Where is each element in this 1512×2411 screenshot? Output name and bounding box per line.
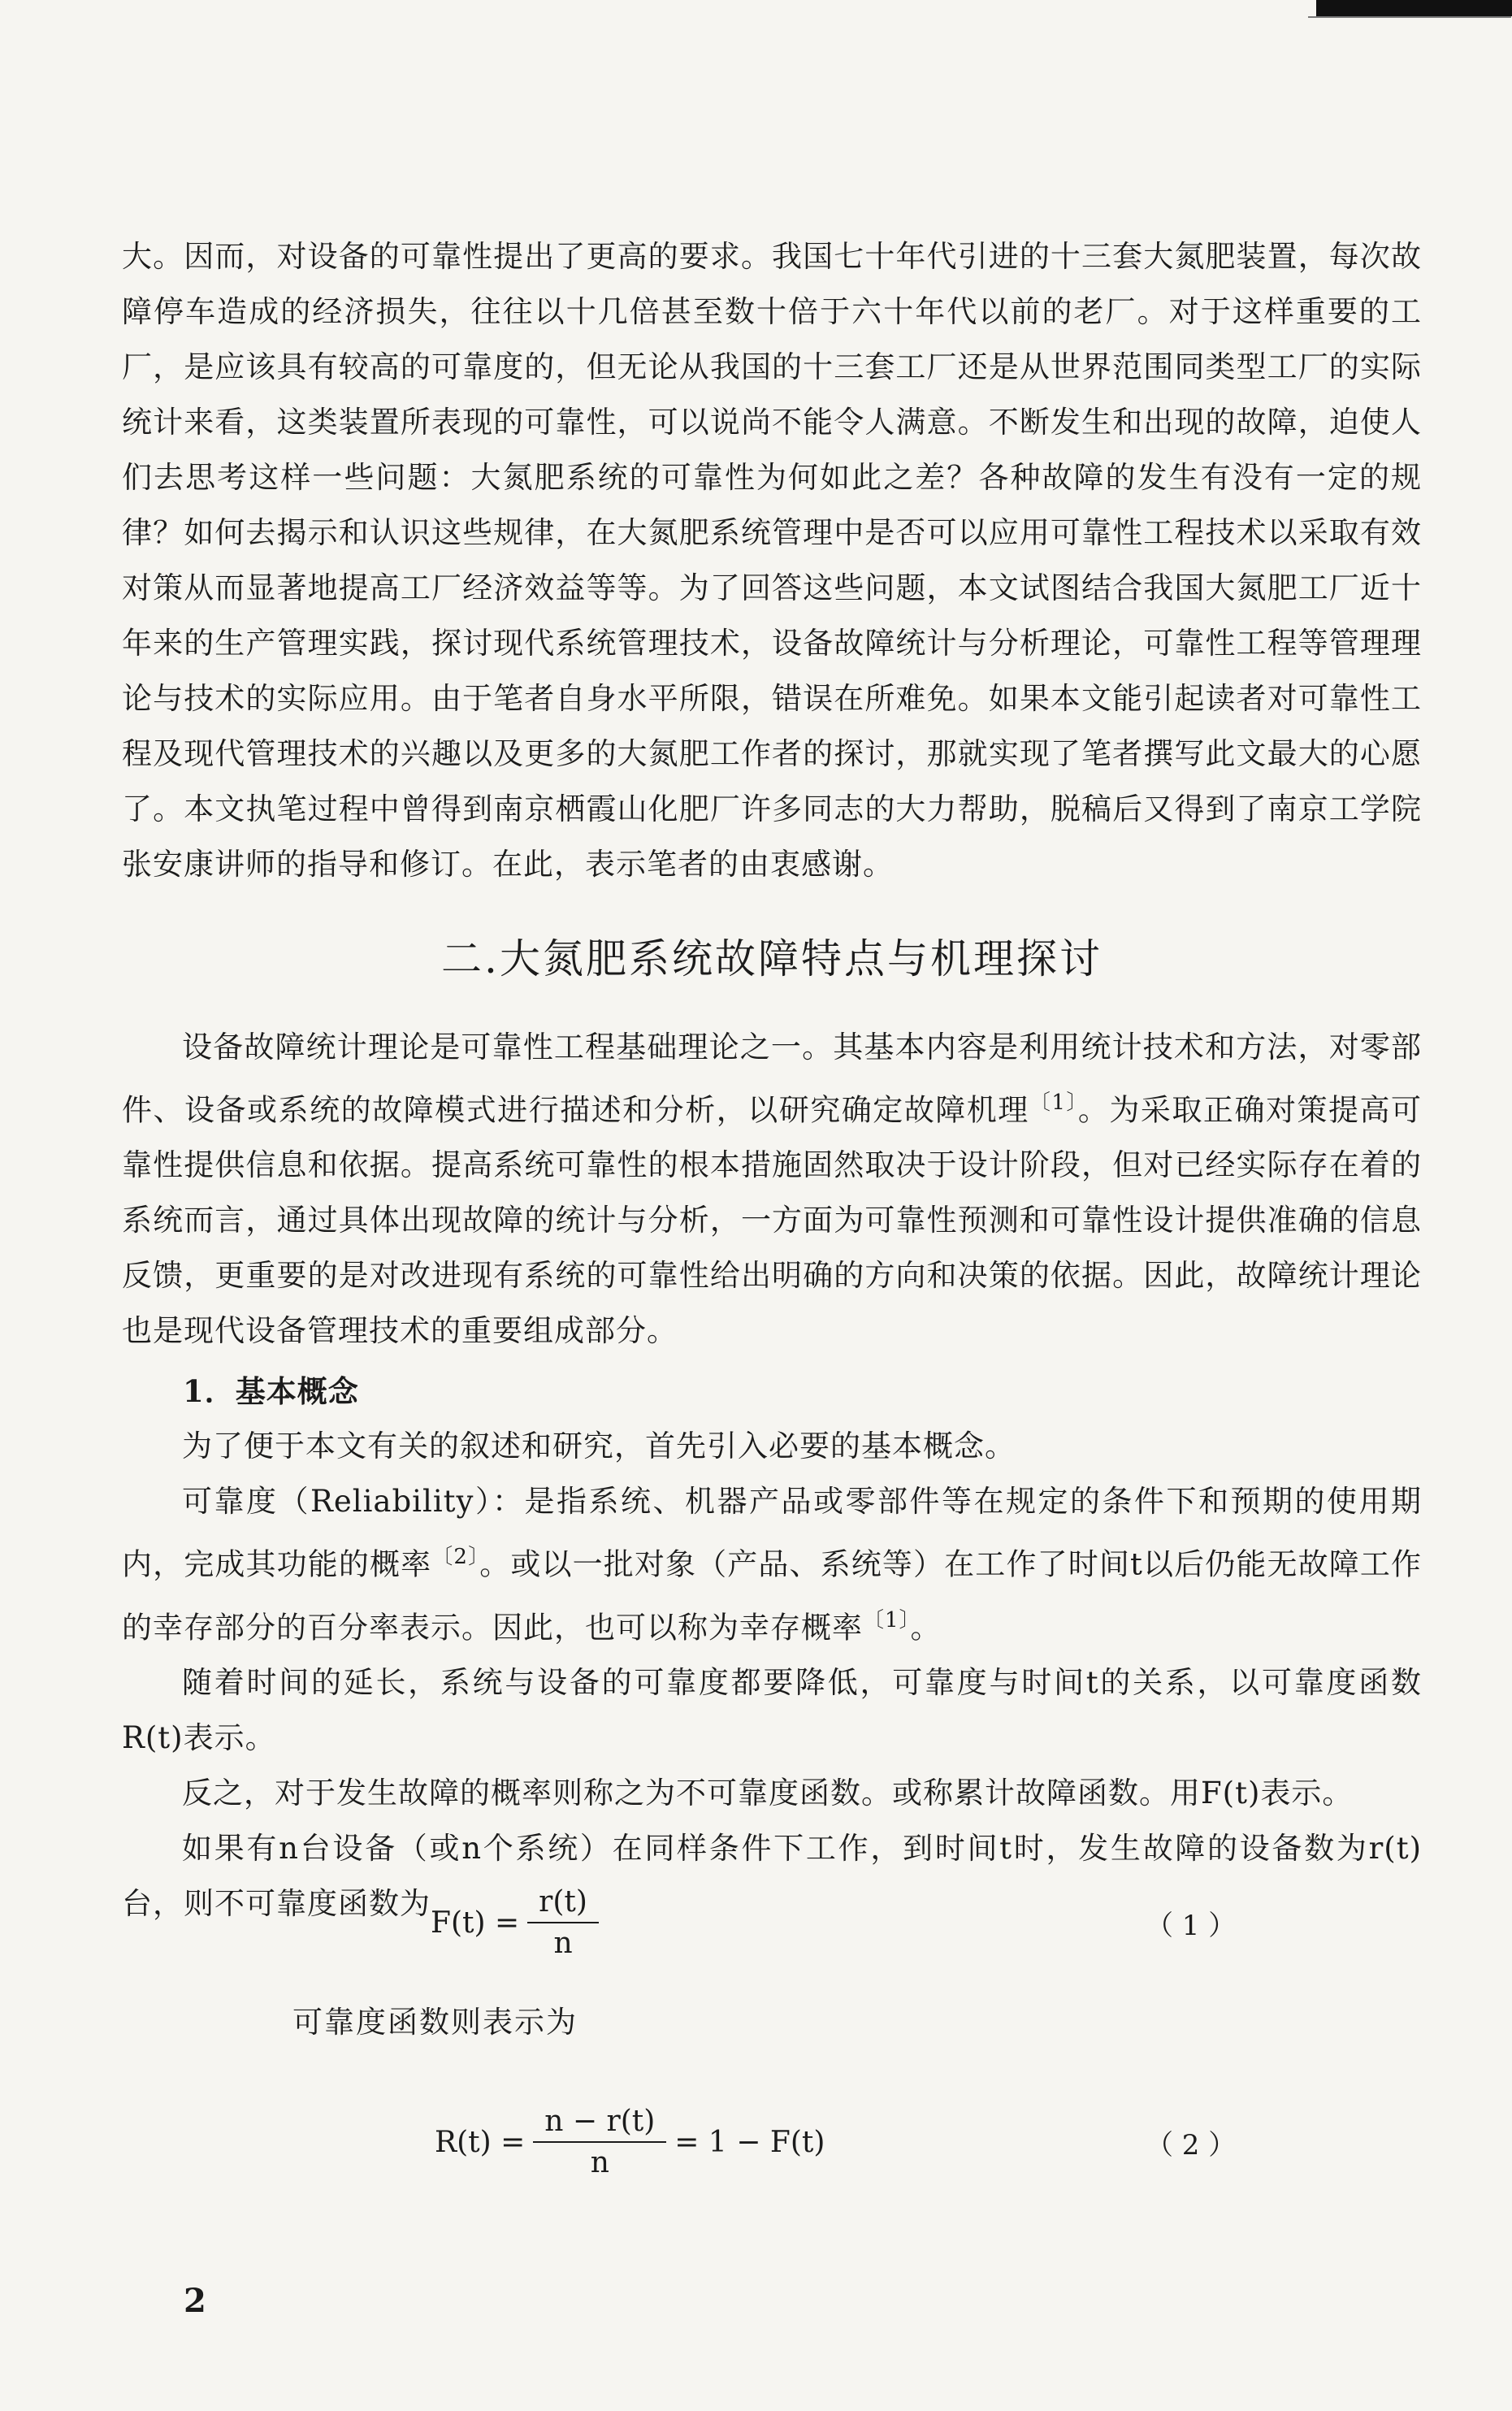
equation-rhs: = 1 − F(t) xyxy=(674,2125,825,2159)
paragraph-reliability-definition: 可靠度（Reliability）：是指系统、机器产品或零部件等在规定的条件下和预期的使用期内，完成其功能的概率$^{〔2〕}$。或以一批对象（产品、系统等）在工作了时间t以后仍能无故障工作的幸存部分的百分率表示。因此，也可以称为幸存概率$^{〔1〕}$。 xyxy=(122,1484,1422,1645)
scan-edge-mark xyxy=(1316,0,1512,16)
fraction xyxy=(527,1885,599,1960)
paragraph-reliability-time: 随着时间的延长，系统与设备的可靠度都要降低，可靠度与时间t的关系，以可靠度函数R(t)表示。 xyxy=(122,1664,1422,1755)
equation-2 xyxy=(435,2105,825,2179)
denominator: n xyxy=(553,1927,573,1960)
equation-1 xyxy=(431,1885,607,1960)
equation-number-2: （ 2 ） xyxy=(1146,2129,1237,2162)
intro-section xyxy=(122,229,1422,892)
section-paragraph-1: 设备故障统计理论是可靠性工程基础理论之一。其基本内容是利用统计技术和方法，对零部件、设备或系统的故障模式进行描述和分析，以研究确定故障机理$^{〔1〕}$。为采取正确对策提高可靠性提供信息和依据。提高系统可靠性的根本措施固然取决于设计阶段，但对已经实际存在着的系统而言，通过具体出现故障的统计与分析，一方面为可靠性预测和可靠性设计提供准确的信息反馈，更重要的是对改进现有系统的可靠性给出明确的方向和决策的依据。因此，故障统计理论也是现代设备管理技术的重要组成部分。 xyxy=(122,1030,1422,1349)
citation-ref: 〔1〕 xyxy=(1029,1091,1078,1115)
subheading-basic-concepts: 1．基本概念 xyxy=(183,1373,359,1410)
fraction xyxy=(533,2105,666,2179)
citation-ref: 〔1〕 xyxy=(863,1607,911,1633)
intro-paragraph: 大。因而，对设备的可靠性提出了更高的要求。我国七十年代引进的十三套大氮肥装置，每次故障停车造成的经济损失，往往以十几倍甚至数十倍于六十年代以前的老厂。对于这样重要的工厂，是应该具有较高的可靠度的，但无论从我国的十三套工厂还是从世界范围同类型工厂的实际统计来看，这类装置所表现的可靠性，可以说尚不能令人满意。不断发生和出现的故障，迫使人们去思考这样一些问题：大氮肥系统的可靠性为何如此之差？各种故障的发生有没有一定的规律？如何去揭示和认识这些规律，在大氮肥系统管理中是否可以应用可靠性工程技术以采取有效对策从而显著地提高工厂经济效益等等。为了回答这些问题，本文试图结合我国大氮肥工厂近十年来的生产管理实践，探讨现代系统管理技术，设备故障统计与分析理论，可靠性工程等管理理论与技术的实际应用。由于笔者自身水平所限，错误在所难免。如果本文能引起读者对可靠性工程及现代管理技术的兴趣以及更多的大氮肥工作者的探讨，那就实现了笔者撰写此文最大的心愿了。本文执笔过程中曾得到南京栖霞山化肥厂许多同志的大力帮助，脱稿后又得到了南京工学院张安康讲师的指导和修订。在此，表示笔者的由衷感谢。 xyxy=(122,239,1422,882)
numerator: r(t) xyxy=(527,1885,599,1923)
paragraph-n-devices: 如果有n台设备（或n个系统）在同样条件下工作，到时间t时，发生故障的设备数为r(t)台，则不可靠度函数为 xyxy=(122,1830,1422,1921)
equation-lhs: R(t) = xyxy=(435,2125,526,2159)
section-heading: 二.大氮肥系统故障特点与机理探讨 xyxy=(441,935,1103,982)
page-number: 2 xyxy=(184,2282,206,2320)
paragraph-unreliability: 反之，对于发生故障的概率则称之为不可靠度函数。或称累计故障函数。用F(t)表示。 xyxy=(182,1775,1354,1810)
equation-caption: 可靠度函数则表示为 xyxy=(292,2005,578,2040)
section-body xyxy=(122,1020,1422,1932)
denominator: n xyxy=(590,2146,609,2179)
equation-lhs: F(t) = xyxy=(431,1906,520,1940)
numerator: n − r(t) xyxy=(533,2105,666,2143)
citation-ref: 〔2〕 xyxy=(431,1545,480,1570)
equation-number-1: （ 1 ） xyxy=(1146,1910,1237,1942)
scan-edge-line xyxy=(1308,16,1511,18)
paragraph-intro-concepts: 为了便于本文有关的叙述和研究，首先引入必要的基本概念。 xyxy=(182,1429,1016,1464)
